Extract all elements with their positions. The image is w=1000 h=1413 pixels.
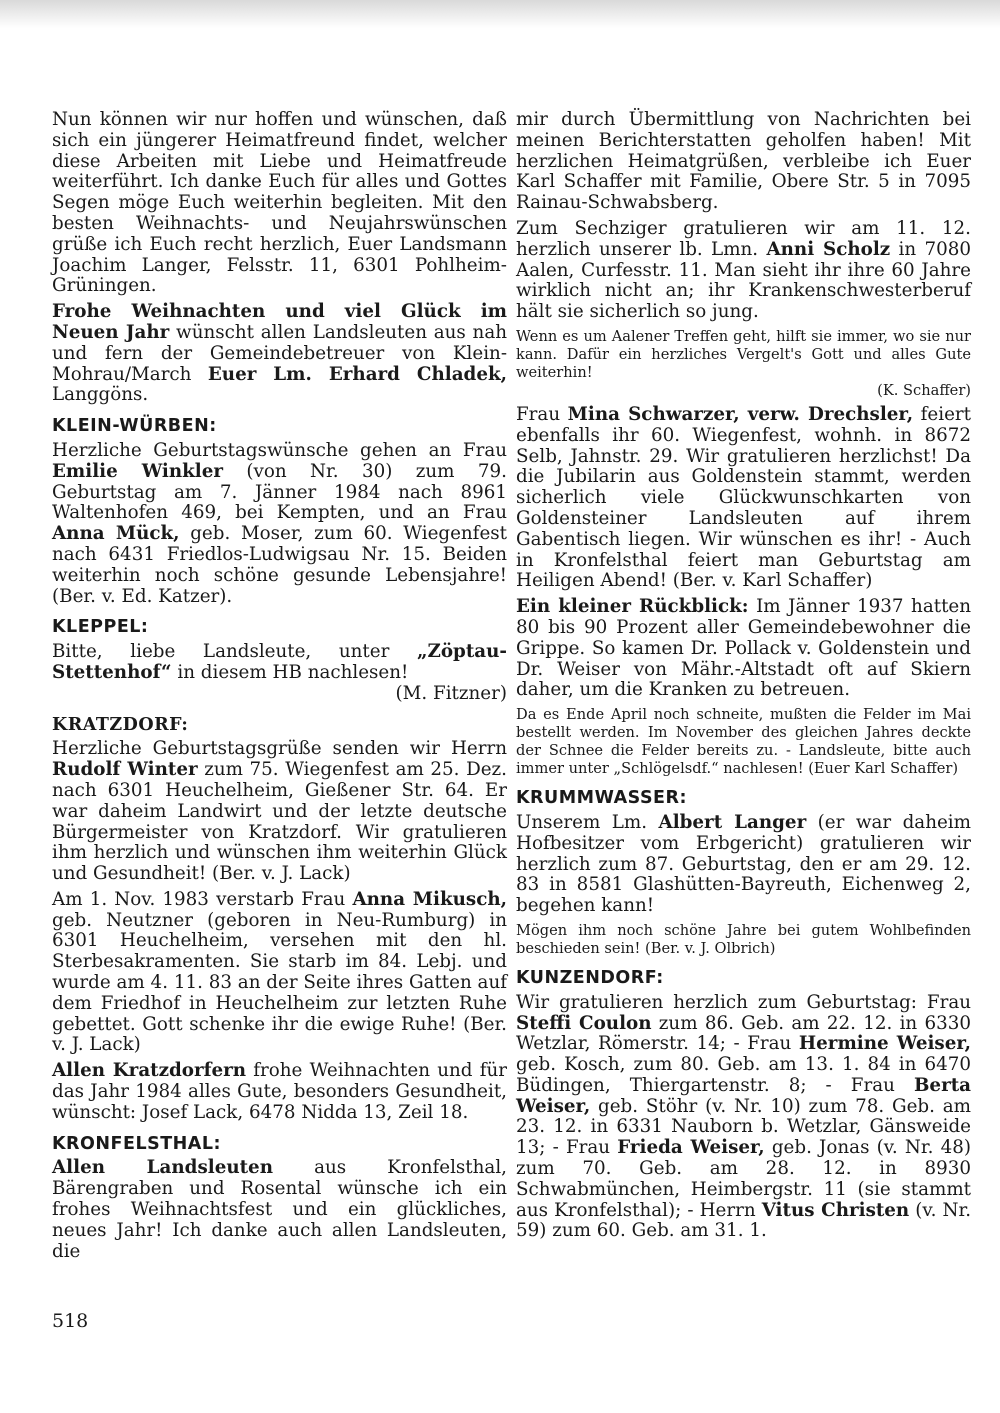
section-heading-kratzdorf: KRATZDORF: <box>52 714 189 735</box>
paragraph: Unserem Lm. Albert Langer (er war daheim Hofbesitzer vom Erbgericht) gratulieren wir herzlich zum 87. Geburtstag, den er am 29. 12. 83 in 8581 Glashütten-Bayreuth, Eichenweg 2, begehen kann! <box>516 811 971 917</box>
section-heading-krummwasser: KRUMMWASSER: <box>516 788 687 809</box>
paragraph-small: Da es Ende April noch schneite, mußten die Felder im Mai bestellt werden. Im November des gleichen Jahres deckte der Schnee die Felder bereits zu. - Landsleute, bitte auch immer unter „Schlögelsdf.“ nachlesen! (Euer Karl Schaffer) <box>516 706 971 778</box>
paragraph: Frau Mina Schwarzer, verw. Drechsler, feiert ebenfalls ihr 60. Wiegenfest, wohnh. in 8672 Selb, Jahnstr. 29. Wir gratulieren herzlichst! Da die Jubilarin aus Goldenstein stammt, werden sicherlich viele Glückwunschkarten von Goldensteiner Landsleuten auf ihrem Gabentisch liegen. Wir wünschen es ihr! - Auch in Kronfelsthal feiert man Geburtstag am Heiligen Abend! (Ber. v. Karl Schaffer) <box>516 403 971 592</box>
paragraph: Wir gratulieren herzlich zum Geburtstag: Frau Steffi Coulon zum 86. Geb. am 22. 12. in 6330 Wetzlar, Römerstr. 14; - Frau Hermine Weiser, geb. Kosch, zum 80. Geb. am 13. 1. 84 in 6470 Büdingen, Thiergartenstr. 8; - Frau Berta Weiser, geb. Stöhr (v. Nr. 10) zum 78. Geb. am 23. 12. in 6331 Nauborn b. Wetzlar, Gänsweide 13; - Frau Frieda Weiser, geb. Jonas (v. Nr. 48) zum 70. Geb. am 28. 12. in 8930 Schwabmünchen, Heimbergstr. 11 (sie stammt aus Kronfelsthal); - Herrn Vitus Christen (v. Nr. 59) zum 60. Geb. am 31. 1. <box>516 991 972 1242</box>
paragraph: mir durch Übermittlung von Nachrichten bei meinen Berichterstatten geholfen haben! Mit herzlichen Heimatgrüßen, verbleibe ich Euer Karl Schaffer mit Familie, Obere Str. 5 in 7095 Rainau-Schwabsberg. <box>516 109 971 214</box>
section-heading-kronfelsthal: KRONFELSTHAL: <box>52 1133 221 1154</box>
paragraph: Allen Landsleuten aus Kronfelsthal, Bärengraben und Rosental wünsche ich ein frohes Weihnachtsfest und ein glückliches, neues Jahr! Ich danke auch allen Landsleuten, die <box>52 1157 507 1262</box>
paragraph: Herzliche Geburtstagswünsche gehen an Frau Emilie Winkler (von Nr. 30) zum 79. Geburtstag am 7. Jänner 1984 nach 8961 Waltenhofen 469, bei Kempten, und an Frau Anna Mück, geb. Moser, zum 60. Wiegenfest nach 6431 Friedlos-Ludwigsau Nr. 15. Beiden weiterhin noch schöne gesunde Lebensjahre! (Ber. v. Ed. Katzer). <box>52 439 507 607</box>
paragraph: Ein kleiner Rückblick: Im Jänner 1937 hatten 80 bis 90 Prozent aller Gemeindebewohner die Grippe. So kamen Dr. Pollack v. Goldenstein und Dr. Weiser von Mähr.-Altstadt oft auf Skiern daher, um die Kranken zu betreuen. <box>516 596 972 701</box>
section-heading-kleppel: KLEPPEL: <box>52 617 149 638</box>
scan-edge-shade <box>0 0 1000 28</box>
paragraph: Am 1. Nov. 1983 verstarb Frau Anna Mikusch, geb. Neutzner (geboren in Neu-Rumburg) in 6301 Heuchelheim, versehen mit den hl. Sterbesakramenten. Sie starb im 84. Lebj. und wurde am 4. 11. 83 an der Seite ihres Gatten auf dem Friedhof in Heuchelheim zur letzten Ruhe gebettet. Gott schenke ihr die ewige Ruhe! (Ber. v. J. Lack) <box>52 888 507 1056</box>
signature: (M. Fitzner) <box>395 682 507 704</box>
paragraph-small: Mögen ihm noch schöne Jahre bei gutem Wohlbefinden beschieden sein! (Ber. v. J. Olbrich) <box>516 921 971 957</box>
paragraph: Allen Kratzdorfern frohe Weihnachten und für das Jahr 1984 alles Gute, besonders Gesundheit, wünscht: Josef Lack, 6478 Nidda 13, Zeil 18. <box>52 1060 507 1123</box>
section-heading-kunzendorf: KUNZENDORF: <box>516 967 664 988</box>
section-heading-klein-wuerben: KLEIN-WÜRBEN: <box>52 416 217 437</box>
right-column <box>516 110 971 1247</box>
page-number: 518 <box>52 1310 89 1332</box>
left-column <box>52 110 507 1267</box>
paragraph: Bitte, liebe Landsleute, unter „Zöptau-Stettenhof“ in diesem HB nachlesen! (M. Fitzner) <box>52 641 507 704</box>
paragraph: Zum Sechziger gratulieren wir am 11. 12. herzlich unserer lb. Lmn. Anni Scholz in 7080 Aalen, Curfesstr. 11. Man sieht ihr ihre 60 Jahre wirklich nicht an; ihr Krankenschwesterberuf hält sie sicherlich so jung. <box>516 217 971 323</box>
paragraph-small: Wenn es um Aalener Treffen geht, hilft sie immer, wo sie nur kann. Dafür ein herzliches Vergelt's Gott und alles Gute weiterhin! (K. Schaffer) <box>516 327 971 399</box>
paragraph: Frohe Weihnachten und viel Glück im Neuen Jahr wünscht allen Landsleuten aus nah und fern der Gemeindebetreuer von Klein-Mohrau/March Euer Lm. Erhard Chladek, Langgöns. <box>52 301 507 406</box>
paragraph: Nun können wir nur hoffen und wünschen, daß sich ein jüngerer Heimatfreund findet, welcher diese Arbeiten mit Liebe und Heimatfreude weiterführt. Ich danke Euch für alles und Gottes Segen möge Euch weiterhin begleiten. Mit den besten Weihnachts- und Neujahrswünschen grüße ich Euch recht herzlich, Euer Landsmann Joachim Langer, Felsstr. 11, 6301 Pohlheim-Grüningen. <box>52 109 507 297</box>
paragraph: Herzliche Geburtstagsgrüße senden wir Herrn Rudolf Winter zum 75. Wiegenfest am 25. Dez. nach 6301 Heuchelheim, Gießener Str. 64. Er war daheim Landwirt und der letzte deutsche Bürgermeister von Kratzdorf. Wir gratulieren ihm herzlich und wünschen ihm weiterhin Glück und Gesundheit! (Ber. v. J. Lack) <box>52 738 507 885</box>
signature: (K. Schaffer) <box>877 381 971 399</box>
